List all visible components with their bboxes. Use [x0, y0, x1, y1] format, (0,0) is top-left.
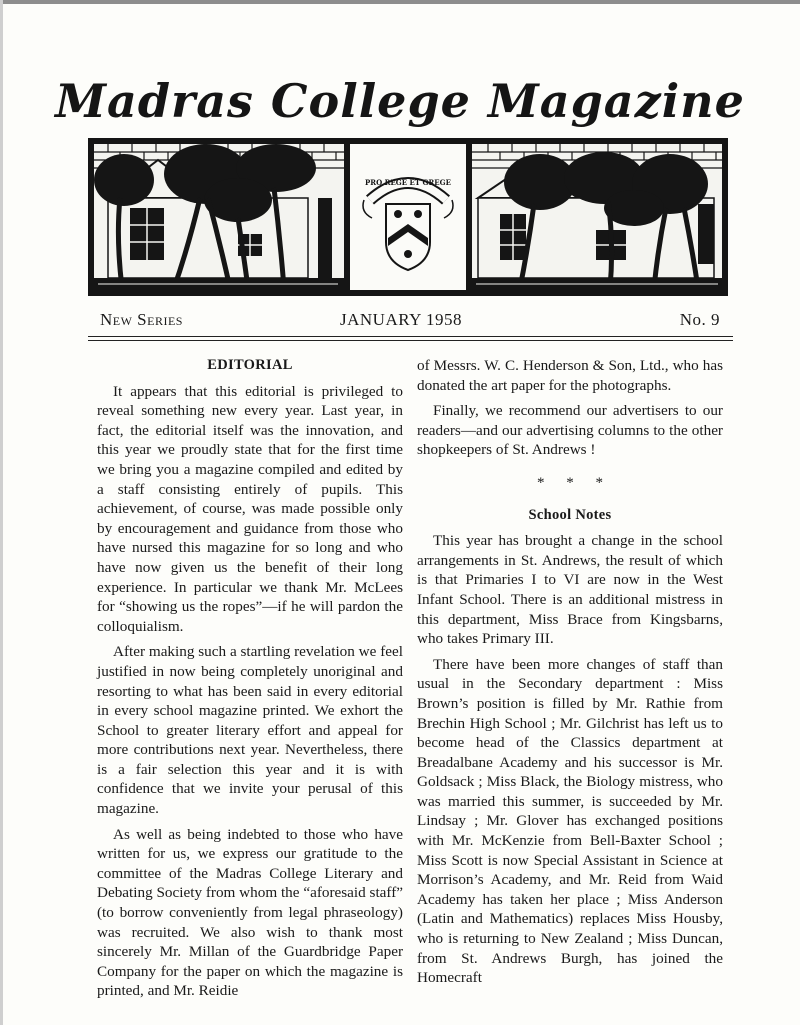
issue-date: JANUARY 1958 — [340, 310, 463, 329]
masthead — [0, 66, 800, 136]
school-notes-heading: School Notes — [528, 506, 612, 523]
scan-shadow — [0, 0, 3, 1025]
editorial-paragraph: After making such a startling revelation we feel justified in now being completely unoriginal and resorting to what has been said in every editorial in every school magazine printed. We exhort the School to greater literary effort and appeal for more contributions next year. Nevertheless, there is a fair selection this year and it is with confidence that we invite your perusal of this magazine. — [97, 643, 403, 818]
masthead-title: Madras College Magazine — [55, 74, 745, 128]
right-scene — [472, 144, 722, 290]
issue-number: No. 9 — [679, 310, 720, 329]
editorial-paragraph: It appears that this editorial is privileged to reveal something new every year. Last year, in fact, the editorial itself was the innovation, and this year we proudly state that for the first time we bring you a magazine compiled and edited by a staff consisting entirely of pupils. This achievement, of course, was made possible only by encouragement and guidance from those who have nursed this magazine for so long and who have now given us the benefit of their long experience. In particular we thank Mr. McLees for “showing us the ropes”—if he will pardon the colloquialism. — [97, 382, 403, 635]
series-label: New Series — [100, 310, 183, 329]
crest-motto: PRO REGE ET GREGE — [365, 178, 451, 187]
banner-illustration — [88, 138, 728, 296]
left-scene — [94, 144, 344, 290]
college-crest — [350, 144, 466, 290]
school-notes-paragraph: This year has brought a change in the school arrangements in St. Andrews, the result of which is that Primaries I to VI are now in the West Infant School. There is an additional mistress in this department, Miss Brace from Kingsbarns, who takes Primary III. — [417, 532, 723, 648]
editorial-paragraph: As well as being indebted to those who have written for us, we express our gratitude to the committee of the Madras College Literary and Debating Society from whom the “aforesaid staff” (to borrow conveniently from legal phraseology) was recruited. We also wish to thank most sincerely Mr. Millan of the Guardbridge Paper Company for the paper on which the magazine is printed, and Mr. Reidie — [97, 825, 403, 1000]
header-rule-bottom — [88, 340, 733, 341]
editorial-continuation: of Messrs. W. C. Henderson & Son, Ltd., who has donated the art paper for the photographs. — [417, 357, 723, 394]
school-notes-paragraph: There have been more changes of staff than usual in the Secondary department : Miss Brown’s position is filled by Mr. Rathie from Brechin High School ; Mr. Gilchrist has left us to become head of the Classics department at Breadalbane Academy and his successor is Mr. Goldsack ; Miss Black, the Biology mistress, who was married this summer, is succeeded by Mr. Lindsay ; Mr. Glover has exchanged positions with Mr. McKenzie from Bell-Baxter School ; Miss Scott is now Special Assistant in Science at Morrison’s Academy, and Mr. Reid from Waid Academy has taken her place ; Miss Anderson (Latin and Mathematics) replaces Miss Housby, who is returning to New Zealand ; Miss Duncan, from St. Andrews Burgh, has joined the Homecraft — [417, 655, 723, 987]
section-separator: * * * — [537, 474, 603, 491]
left-column — [97, 356, 403, 1007]
editorial-heading: EDITORIAL — [207, 357, 293, 373]
right-column — [417, 356, 723, 994]
issue-info-line — [100, 310, 720, 334]
editorial-closing: Finally, we recommend our advertisers to our readers—and our advertising columns to the other shopkeepers of St. Andrews ! — [417, 402, 723, 459]
header-rule-top — [88, 336, 733, 337]
scan-edge — [0, 0, 800, 4]
